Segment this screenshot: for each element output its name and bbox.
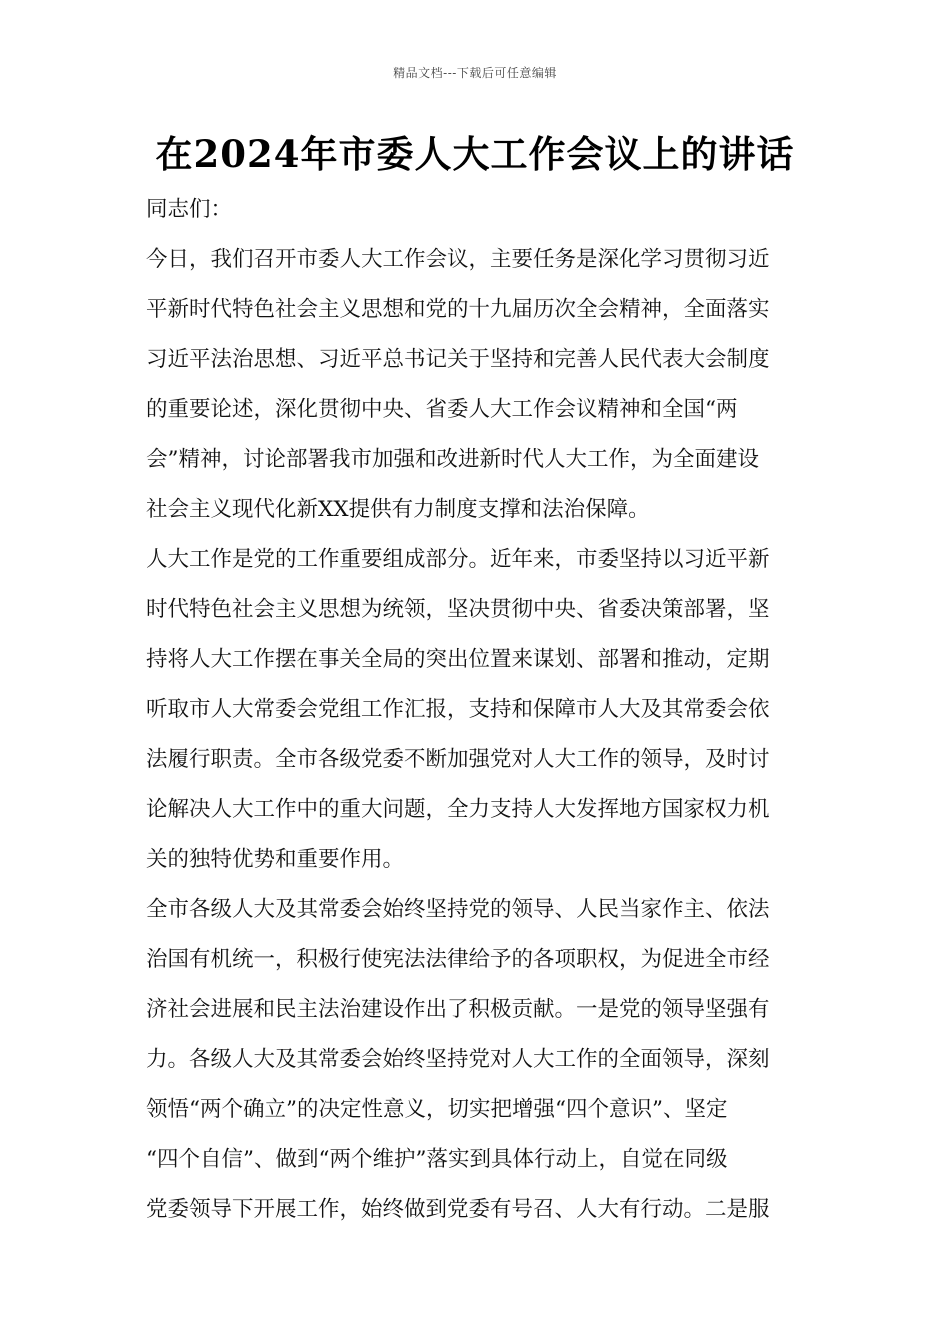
text-line: 济社会进展和民主法治建设作出了积极贡献。一是党的领导坚强有 bbox=[146, 997, 770, 1022]
text-line: 时代特色社会主义思想为统领，坚决贯彻中央、省委决策部署，坚 bbox=[146, 597, 770, 622]
document-body bbox=[146, 185, 806, 1235]
text-line: 党委领导下开展工作，始终做到党委有号召、人大有行动。二是服 bbox=[146, 1197, 770, 1222]
text-line: 法履行职责。全市各级党委不断加强党对人大工作的领导，及时讨 bbox=[146, 747, 770, 772]
text-line: 今日，我们召开市委人大工作会议，主要任务是深化学习贯彻习近 bbox=[146, 247, 770, 272]
text-line: 持将人大工作摆在事关全局的突出位置来谋划、部署和推动，定期 bbox=[146, 647, 770, 672]
text-line: 力。各级人大及其常委会始终坚持党对人大工作的全面领导，深刻 bbox=[146, 1047, 770, 1072]
text-line: 平新时代特色社会主义思想和党的十九届历次全会精神，全面落实 bbox=[146, 297, 770, 322]
page-header: 精品文档---下载后可任意编辑 bbox=[393, 66, 557, 80]
text-line: 社会主义现代化新XX提供有力制度支撑和法治保障。 bbox=[146, 497, 650, 522]
text-line: 的重要论述，深化贯彻中央、省委人大工作会议精神和全国“两 bbox=[146, 397, 738, 422]
text-line: 人大工作是党的工作重要组成部分。近年来，市委坚持以习近平新 bbox=[146, 547, 770, 572]
text-line: 论解决人大工作中的重大问题，全力支持人大发挥地方国家权力机 bbox=[146, 797, 770, 822]
text-line: 会”精神，讨论部署我市加强和改进新时代人大工作，为全面建设 bbox=[146, 447, 759, 472]
text-line: 领悟“两个确立”的决定性意义，切实把增强“四个意识”、坚定 bbox=[146, 1097, 728, 1122]
text-line: 同志们： bbox=[146, 197, 233, 222]
document-title: 在2024年市委人大工作会议上的讲话 bbox=[155, 132, 795, 176]
text-line: 全市各级人大及其常委会始终坚持党的领导、人民当家作主、依法 bbox=[146, 897, 770, 922]
text-line: “四个自信”、做到“两个维护”落实到具体行动上，自觉在同级 bbox=[146, 1147, 728, 1172]
text-line: 习近平法治思想、习近平总书记关于坚持和完善人民代表大会制度 bbox=[146, 347, 770, 372]
text-line: 治国有机统一，积极行使宪法法律给予的各项职权，为促进全市经 bbox=[146, 947, 770, 972]
text-line: 听取市人大常委会党组工作汇报，支持和保障市人大及其常委会依 bbox=[146, 697, 770, 722]
text-line: 关的独特优势和重要作用。 bbox=[146, 847, 405, 872]
